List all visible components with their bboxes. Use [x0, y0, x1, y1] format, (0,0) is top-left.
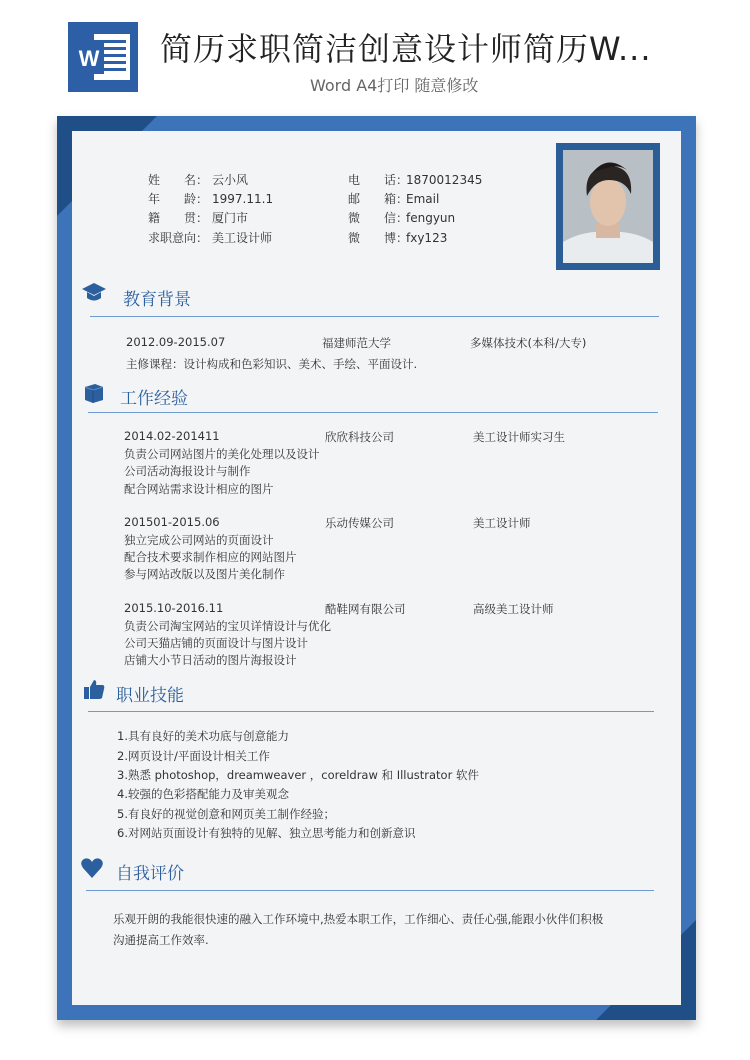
education-period: 2012.09-2015.07 [126, 335, 226, 349]
section-title-skills: 职业技能 [116, 686, 184, 706]
job-role: 高级美工设计师 [473, 602, 554, 616]
education-courses: 主修课程：设计构成和色彩知识、美术、手绘、平面设计. [126, 357, 418, 371]
word-icon [68, 22, 138, 92]
job-period: 201501-2015.06 [124, 515, 220, 529]
education-major: 多媒体技术(本科/大专) [470, 336, 587, 350]
document-header [0, 0, 750, 110]
section-divider [86, 890, 654, 891]
info-age: 年 龄： 1997.11.1 [148, 192, 274, 206]
job-duty: 配合网站需求设计相应的图片 [124, 482, 274, 496]
section-divider [90, 316, 659, 317]
self-evaluation-line: 乐观开朗的我能很快速的融入工作环境中,热爱本职工作，工作细心、责任心强,能跟小伙伴们积极 [113, 912, 604, 926]
section-title-education: 教育背景 [123, 290, 191, 310]
skill-item: 1.具有良好的美术功底与创意能力 [117, 729, 289, 743]
section-title-self: 自我评价 [116, 864, 184, 884]
job-period: 2014.02-201411 [124, 429, 220, 443]
heart-icon [80, 856, 104, 880]
section-divider [88, 412, 658, 413]
skill-item: 6.对网站页面设计有独特的见解、独立思考能力和创新意识 [117, 826, 416, 840]
job-period: 2015.10-2016.11 [124, 601, 224, 615]
job-role: 美工设计师 [473, 516, 531, 530]
skill-item: 3.熟悉 photoshop，dreamweaver ，coreldraw 和 Illustrator 软件 [117, 768, 479, 782]
job-duty: 公司活动海报设计与制作 [124, 464, 251, 478]
thumbs-up-icon [82, 677, 106, 701]
job-duty: 独立完成公司网站的页面设计 [124, 533, 274, 547]
person-silhouette [563, 150, 653, 263]
info-name: 姓 名： 云小风 [148, 173, 249, 187]
profile-photo [563, 150, 653, 263]
document-title: 简历求职简洁创意设计师简历W... [160, 30, 652, 68]
education-school: 福建师范大学 [322, 336, 391, 350]
graduation-cap-icon [82, 280, 106, 304]
job-company: 乐动传媒公司 [325, 516, 394, 530]
info-phone: 电 话：1870012345 [348, 173, 483, 187]
job-company: 酷鞋网有限公司 [325, 602, 406, 616]
svg-text:W: W [78, 46, 100, 71]
job-duty: 公司天猫店铺的页面设计与图片设计 [124, 636, 308, 650]
job-duty: 店铺大小节日活动的图片海报设计 [124, 653, 297, 667]
info-wechat: 微 信：fengyun [348, 211, 456, 225]
info-intent: 求职意向： 美工设计师 [148, 231, 273, 245]
job-company: 欣欣科技公司 [325, 430, 394, 444]
job-duty: 配合技术要求制作相应的网站图片 [124, 550, 297, 564]
job-duty: 参与网站改版以及图片美化制作 [124, 567, 285, 581]
info-email: 邮 箱：Email [348, 192, 440, 206]
info-origin: 籍 贯： 厦门市 [148, 211, 249, 225]
job-duty: 负责公司网站图片的美化处理以及设计 [124, 447, 320, 461]
section-title-work: 工作经验 [120, 389, 188, 409]
skill-item: 4.较强的色彩搭配能力及审美观念 [117, 787, 289, 801]
skill-item: 2.网页设计/平面设计相关工作 [117, 749, 270, 763]
job-duty: 负责公司淘宝网站的宝贝详情设计与优化 [124, 619, 331, 633]
section-divider [88, 711, 654, 712]
skill-item: 5.有良好的视觉创意和网页美工制作经验； [117, 807, 335, 821]
info-weibo: 微 博：fxy123 [348, 231, 448, 245]
cube-icon [82, 381, 106, 405]
job-role: 美工设计师实习生 [473, 430, 565, 444]
document-subtitle: Word A4打印 随意修改 [310, 76, 479, 95]
self-evaluation-line: 沟通提高工作效率. [113, 933, 209, 947]
